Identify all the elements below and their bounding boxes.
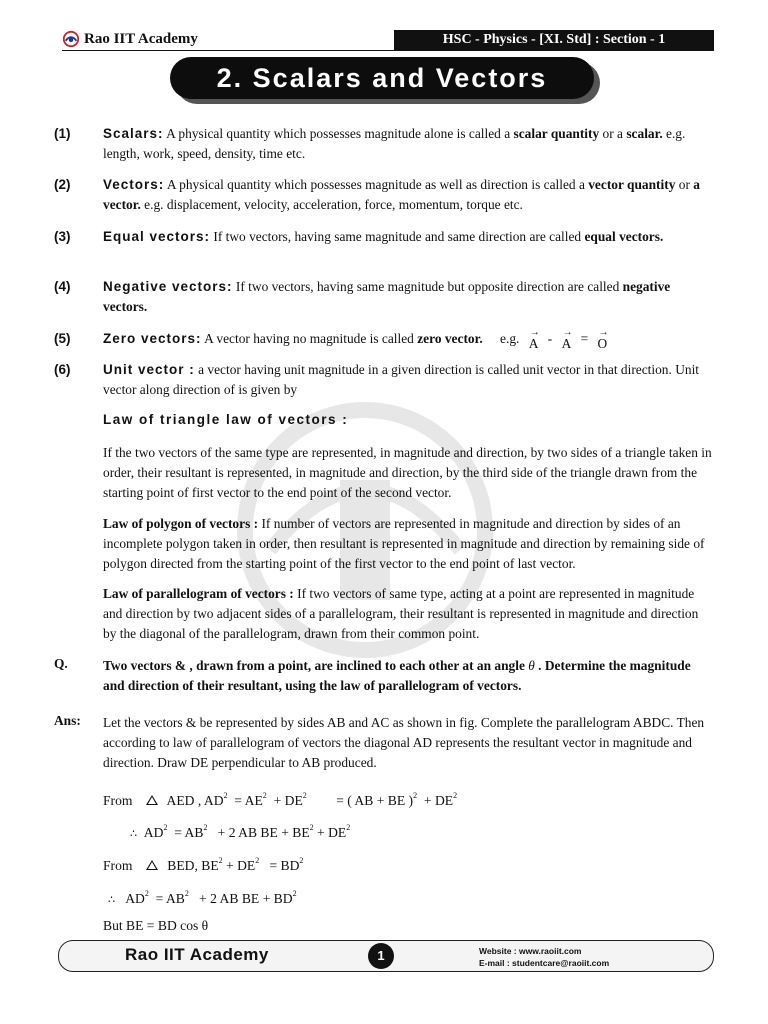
eq-text: From [103, 858, 133, 873]
equals-sign: = [580, 331, 589, 346]
eq-text: AED , AD [166, 793, 224, 808]
term: Zero vectors: [103, 331, 202, 346]
exponent: 2 [309, 823, 314, 832]
exponent: 2 [163, 823, 168, 832]
chapter-title-box [170, 57, 600, 105]
eq-text: = BD [269, 858, 300, 873]
vector-zero: → O [598, 334, 608, 354]
text: or [675, 177, 694, 192]
text: e.g. displacement, velocity, acceleration, force, momentum, torque etc. [140, 197, 523, 212]
term: Vectors: [103, 177, 165, 192]
item-number: (1) [54, 126, 71, 141]
eq-text: + DE [423, 793, 454, 808]
eq-text: = AB [174, 825, 204, 840]
text: A physical quantity which possesses magnitude alone is called a [163, 126, 514, 141]
academy-logo-icon [62, 30, 80, 48]
text: a vector having unit magnitude in a given direction is called unit vector in that direction. Unit vector along direction of is given by [103, 362, 700, 397]
bold-term: vector quantity [588, 177, 676, 192]
item-number: (2) [54, 177, 71, 192]
footer-website[interactable]: Website : www.raoiit.com [479, 946, 582, 956]
exponent: 2 [255, 856, 260, 865]
bold-term: negative vectors. [103, 279, 671, 314]
theta-symbol: θ [528, 658, 535, 673]
triangle-law-heading: Law of triangle law of vectors : [103, 412, 349, 427]
text: A physical quantity which possesses magnitude as well as direction is called a [164, 177, 589, 192]
eq-text: + 2 AB BE + BE [217, 825, 310, 840]
term: Scalars: [103, 126, 164, 141]
item-number: (3) [54, 229, 71, 244]
exponent: 2 [203, 823, 208, 832]
triangle-icon [146, 795, 158, 805]
eq-text: AD [143, 825, 164, 840]
eq-text: BED, BE [167, 858, 219, 873]
term: Unit vector : [103, 362, 195, 377]
text: If two vectors, having same magnitude and same direction are called [210, 229, 585, 244]
page-header [62, 30, 714, 50]
text: e.g. length, work, speed, density, time etc. [103, 126, 686, 161]
equation-3 [103, 851, 303, 876]
question-body: Two vectors & , drawn from a point, are inclined to each other at an angle [103, 658, 529, 673]
therefore-symbol: ∴ [130, 828, 137, 840]
polygon-law-text: If number of vectors are represented in magnitude and direction by sides of an incomplete polygon taken in order, then resultant is represented in magnitude and direction by remaining side of polygon directed from the starting point of the first vector to the end point of last vector. [103, 516, 705, 571]
example-label: e.g. [500, 331, 520, 346]
exponent: 2 [453, 791, 458, 800]
bold-term: scalar quantity [513, 126, 600, 141]
item-number: (6) [54, 362, 71, 377]
exponent: 2 [223, 791, 228, 800]
term: Negative vectors: [103, 279, 233, 294]
parallelogram-law [103, 584, 715, 644]
eq-text: + DE [317, 825, 347, 840]
chapter-title: 2. Scalars and Vectors [170, 57, 594, 99]
bold-term: zero vector. [417, 331, 483, 346]
answer-label: Ans: [54, 713, 81, 728]
brand [62, 30, 198, 48]
question-text [103, 656, 715, 696]
answer-text: Let the vectors & be represented by sides AB and AC as shown in fig. Complete the parallelogram ABDC. Then according to law of parallelogram of vectors the diagonal AD represents the resultant vector in magnitude and direction. Draw DE perpendicular to AB produced. [103, 715, 705, 770]
text: If two vectors, having same magnitude but opposite direction are called [232, 279, 623, 294]
equation-1 [103, 786, 457, 811]
eq-text: = ( AB + BE ) [336, 793, 414, 808]
question-body: . Determine the magnitude and direction of their resultant, using the law of parallelogram of vectors. [103, 658, 691, 693]
eq-text: = AE [234, 793, 263, 808]
exponent: 2 [302, 791, 307, 800]
minus-sign: - [547, 331, 553, 346]
item-number: (4) [54, 279, 71, 294]
eq-text: AD [125, 891, 145, 906]
page-footer [58, 940, 714, 972]
eq-text: From [103, 793, 133, 808]
exponent: 2 [346, 823, 351, 832]
exponent: 2 [218, 856, 223, 865]
page-number: 1 [368, 943, 394, 969]
parallelogram-law-heading: Law of parallelogram of vectors : [103, 586, 294, 601]
term: Equal vectors: [103, 229, 211, 244]
polygon-law-heading: Law of polygon of vectors : [103, 516, 259, 531]
eq-text: + DE [226, 858, 256, 873]
bold-term: a vector. [103, 177, 700, 212]
text: or a [599, 126, 627, 141]
exponent: 2 [413, 791, 418, 800]
item-number: (5) [54, 331, 71, 346]
vector-a: → A [529, 334, 539, 354]
equation-4 [108, 884, 297, 910]
equation-5: But BE = BD cos θ [103, 918, 209, 933]
bold-term: scalar. [626, 126, 663, 141]
exponent: 2 [299, 856, 304, 865]
exponent: 2 [292, 889, 297, 898]
polygon-law [103, 514, 715, 574]
exponent: 2 [144, 889, 149, 898]
vector-a: → A [562, 334, 572, 354]
exponent: 2 [262, 791, 267, 800]
equation-2 [130, 818, 350, 844]
triangle-law-text: If the two vectors of the same type are represented, in magnitude and direction, by two sides of a triangle taken in order, their resultant is represented, in magnitude and direction, by the third side of the triangle drawn from the starting point of first vector to the end point of the second vector. [103, 445, 712, 500]
footer-email[interactable]: E-mail : studentcare@raoiit.com [479, 958, 610, 968]
eq-text: + 2 AB BE + BD [199, 891, 293, 906]
exponent: 2 [184, 889, 189, 898]
therefore-symbol: ∴ [108, 894, 115, 906]
eq-text: + DE [273, 793, 303, 808]
text: A vector having no magnitude is called [201, 331, 418, 346]
section-label: HSC - Physics - [XI. Std] : Section - 1 [394, 30, 714, 50]
header-rule [62, 50, 714, 51]
footer-brand: Rao IIT Academy [125, 945, 269, 964]
parallelogram-law-text: If two vectors of same type, acting at a point are represented in magnitude and direction by two adjacent sides of a parallelogram, their resultant is represented in magnitude and direction by the diagonal of the parallelogram, drawn from their common point. [103, 586, 699, 641]
brand-name: Rao IIT Academy [84, 30, 198, 47]
triangle-icon [146, 860, 158, 870]
eq-text: = AB [155, 891, 185, 906]
bold-term: equal vectors. [584, 229, 664, 244]
question-label: Q. [54, 656, 68, 671]
